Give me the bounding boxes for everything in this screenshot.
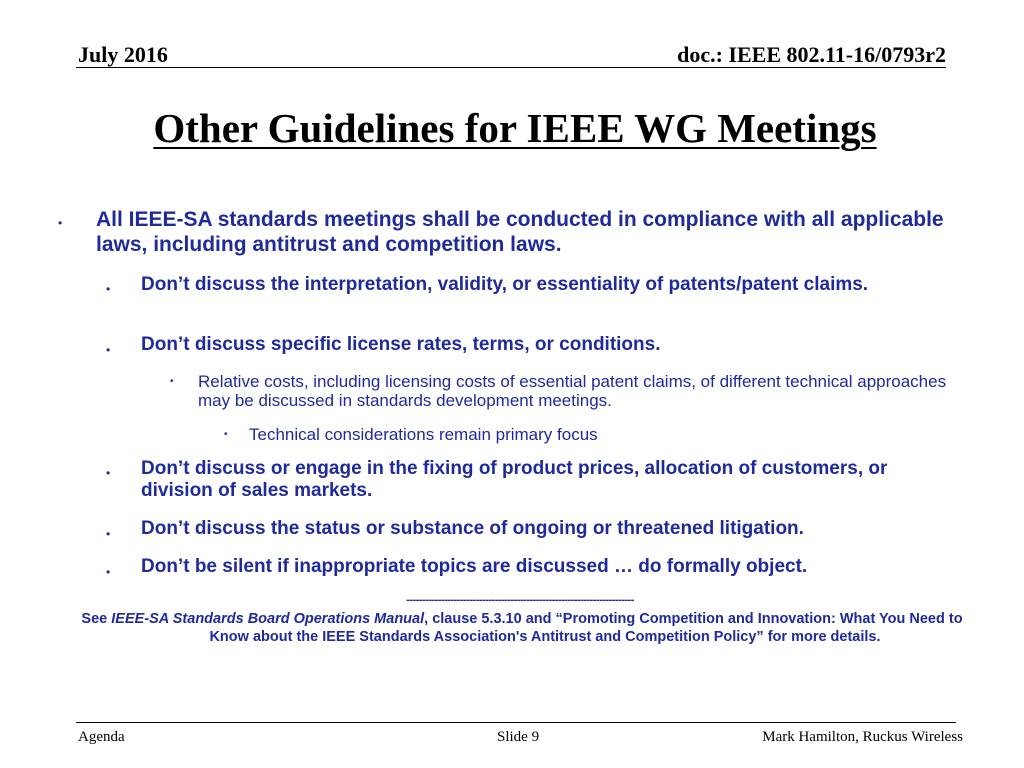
bullet-silent: Don’t be silent if inappropriate topics are discussed … do formally object. <box>141 556 808 577</box>
header-date: July 2016 <box>78 42 168 67</box>
bullet-icon: • <box>106 282 111 296</box>
slide-title: Other Guidelines for IEEE WG Meetings <box>153 105 877 151</box>
bullet-litigation: Don’t discuss the status or substance of ongoing or threatened litigation. <box>141 518 804 539</box>
footer-author: Mark Hamilton, Ruckus Wireless <box>762 729 963 745</box>
bullet-icon: • <box>106 527 111 541</box>
bullet-technical: Technical considerations remain primary focus <box>249 425 598 444</box>
bullet-icon: • <box>224 429 228 440</box>
see-note-manual: IEEE-SA Standards Board Operations Manual <box>111 611 425 627</box>
bullet-patents: Don’t discuss the interpretation, validity, or essentiality of patents/patent claims. <box>141 274 869 295</box>
header-divider <box>76 67 946 68</box>
separator-line: ------------------------------------------------------------------------ <box>406 594 634 606</box>
bullet-icon: • <box>106 343 111 357</box>
bullet-relative-costs: Relative costs, including licensing costs of essential patent claims, of different technical approaches may be discussed in standards development meetings. <box>198 372 947 410</box>
see-note-rest: , clause 5.3.10 and “Promoting Competition and Innovation: What You Need to Know about the IEEE Standards Association's Antitrust and Competition Policy” for more details. <box>209 611 963 645</box>
bullet-icon: • <box>58 216 63 230</box>
footer-agenda: Agenda <box>78 729 125 745</box>
bullet-prices: Don’t discuss or engage in the fixing of product prices, allocation of customers, or division of sales markets. <box>141 458 888 501</box>
see-note <box>74 610 970 646</box>
bullet-license: Don’t discuss specific license rates, terms, or conditions. <box>141 334 661 355</box>
see-note-prefix: See <box>81 611 112 627</box>
footer-slide-number: Slide 9 <box>497 729 540 745</box>
footer-divider <box>76 722 956 723</box>
bullet-icon: • <box>106 466 111 480</box>
header-doc-id: doc.: IEEE 802.11-16/0793r2 <box>677 42 946 67</box>
bullet-main: All IEEE-SA standards meetings shall be conducted in compliance with all applicable laws, including antitrust and competition laws. <box>96 208 944 256</box>
bullet-icon: • <box>170 376 174 387</box>
bullet-icon: • <box>106 565 111 579</box>
